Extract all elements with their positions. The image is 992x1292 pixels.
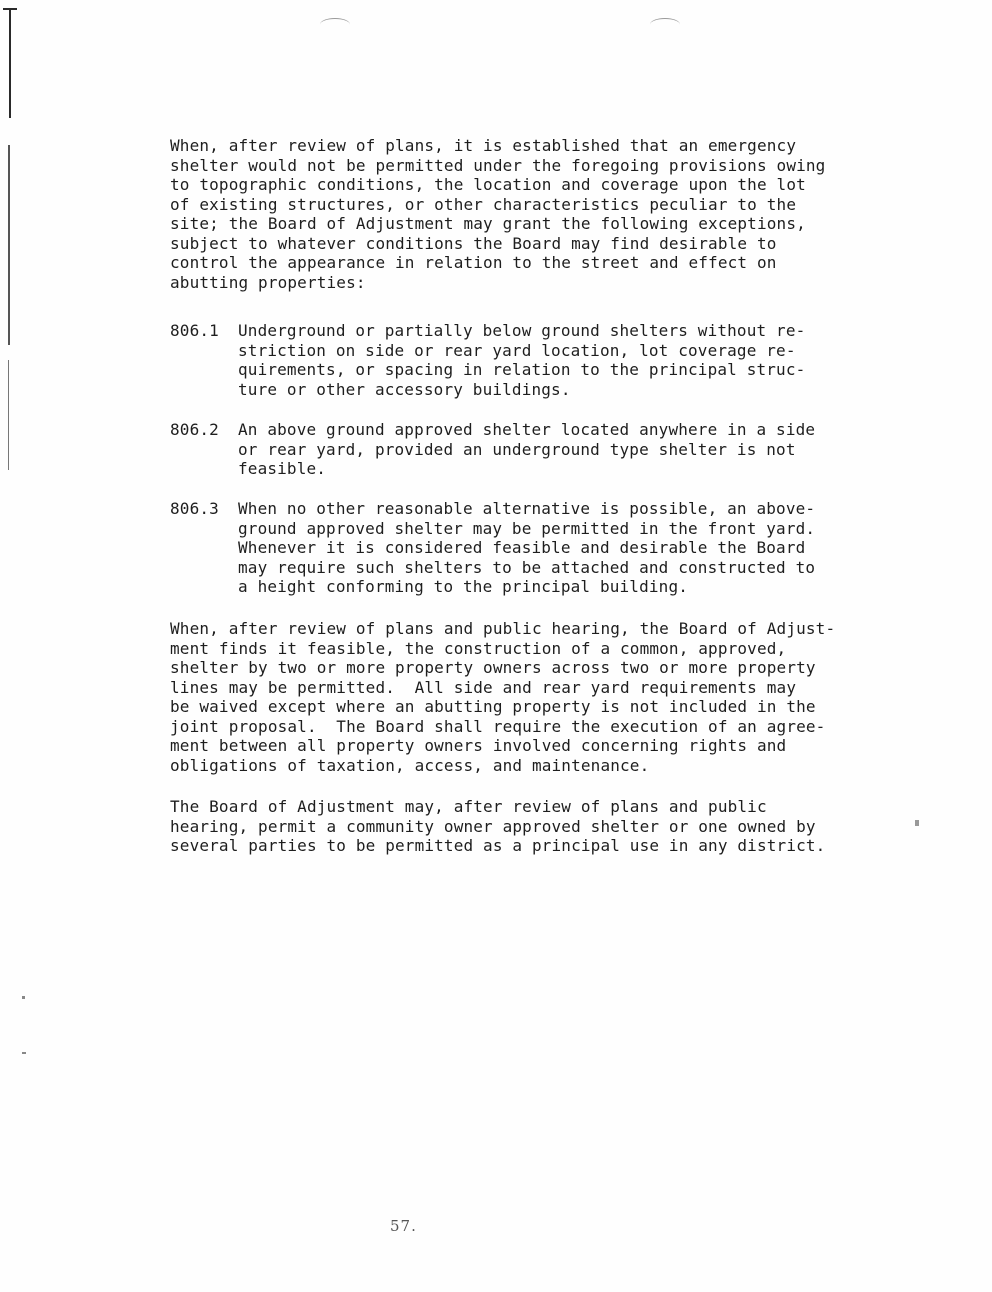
margin-bracket-top [9,8,11,118]
punch-hole-mark-left [320,18,350,31]
intro-paragraph [170,136,860,292]
scan-speck [915,820,919,826]
section-number: 806.2 [170,420,219,439]
margin-line-left-lower [8,360,9,470]
text-line: ment finds it feasible, the construction of a common, approved, [170,638,787,658]
text-line: ture or other accessory buildings. [238,379,571,399]
scan-speck [22,996,25,999]
page-number: 57. [390,1217,417,1235]
text-line: ment between all property owners involved concerning rights and [170,736,787,755]
text-line: When, after review of plans, it is established that an emergency [170,136,797,155]
text-line: When no other reasonable alternative is possible, an above- [238,499,816,518]
joint-shelter-paragraph [170,619,860,775]
text-line: site; the Board of Adjustment may grant the following exceptions, [170,214,806,233]
text-line: or rear yard, provided an underground type shelter is not [238,439,796,459]
text-line: a height conforming to the principal building. [238,577,689,596]
section-body [238,499,858,597]
text-line: hearing, permit a community owner approved shelter or one owned by [170,816,816,836]
text-line: Underground or partially below ground shelters without re- [238,321,806,340]
text-line: several parties to be permitted as a principal use in any district. [170,836,826,855]
text-line: Whenever it is considered feasible and desirable the Board [238,538,806,557]
scan-speck [22,1052,26,1054]
section-body [238,420,858,479]
text-line: be waived except where an abutting property is not included in the [170,697,816,716]
text-line: control the appearance in relation to the street and effect on [170,253,777,272]
text-line: obligations of taxation, access, and maintenance. [170,755,650,775]
text-line: When, after review of plans and public hearing, the Board of Adjust- [170,619,836,638]
section-number: 806.1 [170,321,219,340]
text-line: The Board of Adjustment may, after review of plans and public [170,797,767,816]
text-line: feasible. [238,459,327,478]
text-line: shelter would not be permitted under the foregoing provisions owing [170,155,826,175]
text-line: striction on side or rear yard location, lot coverage re- [238,340,796,360]
text-line: may require such shelters to be attached and constructed to [238,557,816,577]
text-line: quirements, or spacing in relation to the principal struc- [238,360,806,379]
text-line: lines may be permitted. All side and rear yard requirements may [170,677,797,697]
text-line: ground approved shelter may be permitted in the front yard. [238,518,816,538]
text-line: of existing structures, or other characteristics peculiar to the [170,194,797,214]
community-shelter-paragraph [170,797,860,856]
text-line: joint proposal. The Board shall require the execution of an agree- [170,716,826,736]
margin-line-left [8,145,10,345]
text-line: subject to whatever conditions the Board may find desirable to [170,233,777,253]
section-body [238,321,858,399]
punch-hole-mark-right [650,18,680,31]
margin-bracket-cap [3,8,17,10]
section-number: 806.3 [170,499,219,518]
text-line: An above ground approved shelter located anywhere in a side [238,420,816,439]
text-line: to topographic conditions, the location and coverage upon the lot [170,175,806,194]
text-line: abutting properties: [170,272,366,292]
text-line: shelter by two or more property owners across two or more property [170,658,816,677]
